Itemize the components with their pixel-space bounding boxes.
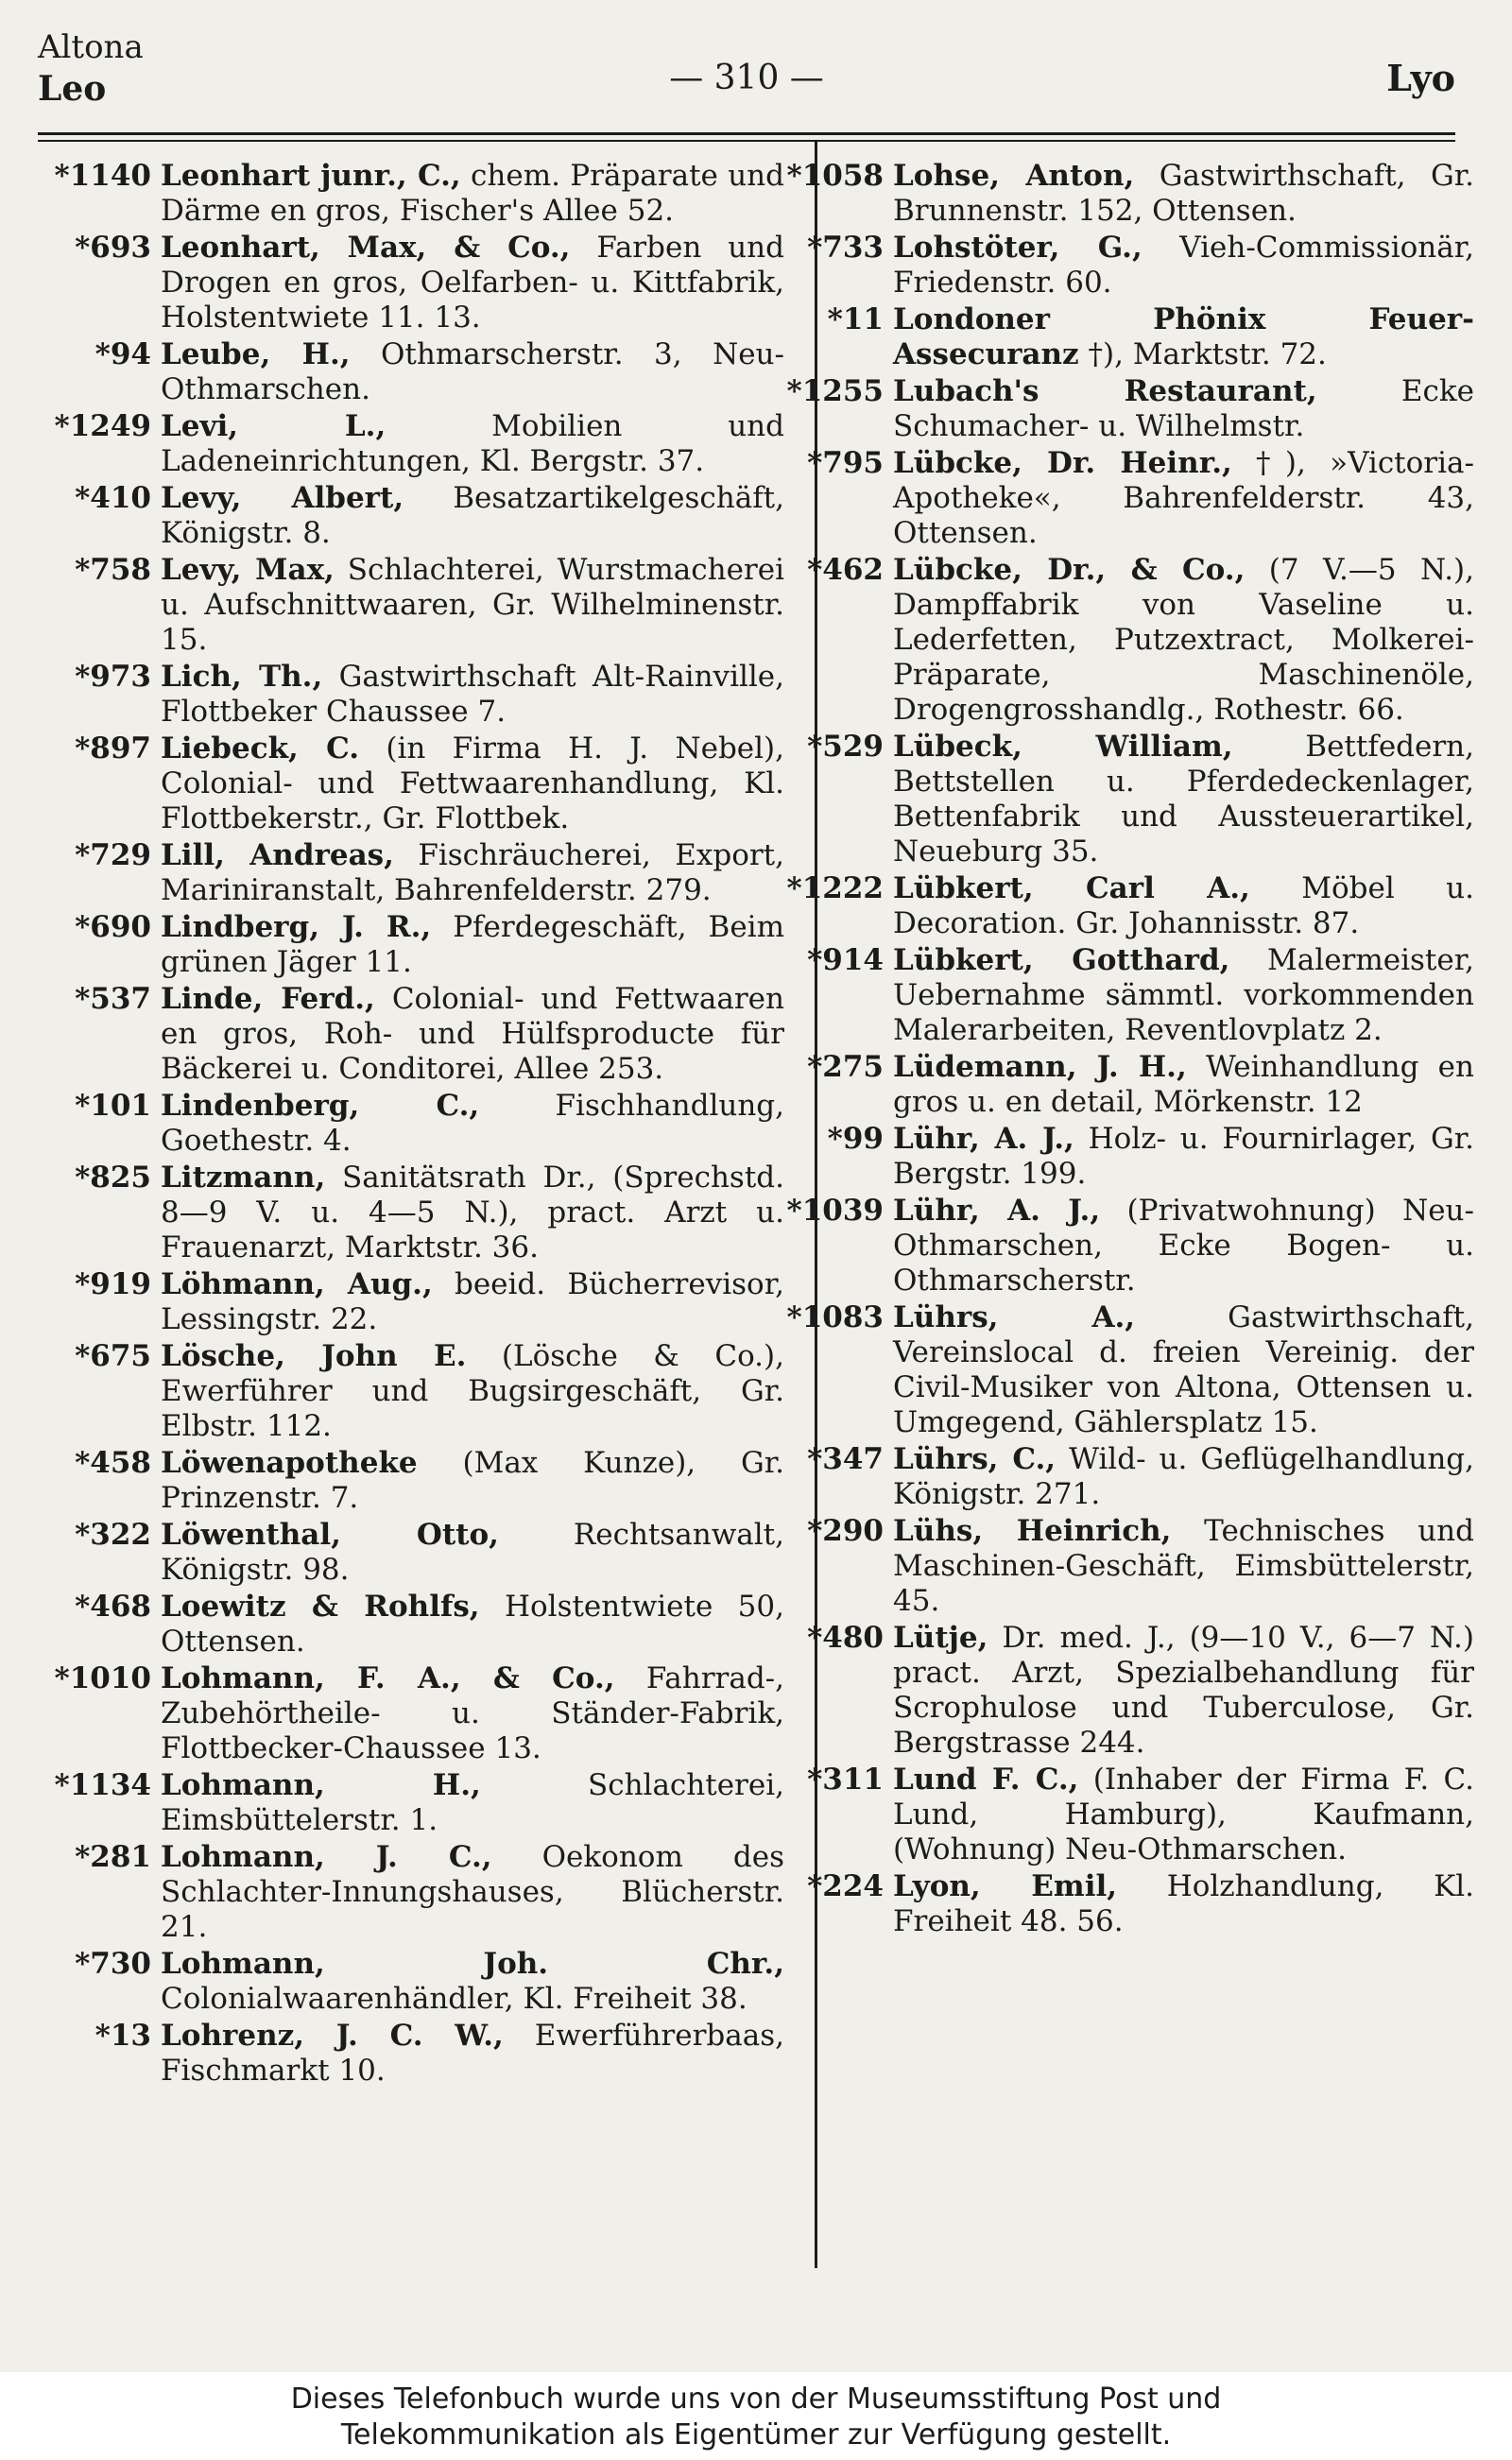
header-last-word: Lyo	[1386, 57, 1455, 99]
entry-name: Lührs, A.,	[893, 1300, 1136, 1334]
entry-details: Möbel u. Decoration. Gr. Johannisstr. 87.	[893, 871, 1474, 940]
entry-name: Lich, Th.,	[161, 660, 323, 694]
entry-phone-number: *275	[807, 1050, 884, 1084]
directory-entry	[38, 2019, 784, 2089]
entry-phone-number: *1134	[54, 1768, 151, 1802]
entry-phone-number: *11	[827, 302, 884, 336]
entry-details: Colonialwaarenhändler, Kl. Freiheit 38.	[161, 1982, 747, 2016]
entry-details: Malermeister, Uebernahme sämmtl. vorkommenden Malerarbeiten, Reventlovplatz 2.	[893, 943, 1474, 1047]
entry-name: Lühs, Heinrich,	[893, 1514, 1172, 1548]
directory-entry	[38, 838, 784, 908]
entry-name: Lübeck, William,	[893, 730, 1233, 764]
entry-name: Lübcke, Dr. Heinr.,	[893, 446, 1232, 480]
directory-entry	[38, 337, 784, 407]
entry-details: Dr. med. J., (9—10 V., 6—7 N.) pract. Arzt, Spezialbehandlung für Scrophulose und Tuberculose, Gr. Bergstrasse 244.	[893, 1621, 1474, 1760]
entry-details: Bettfedern, Bettstellen u. Pferdedeckenlager, Bettenfabrik und Aussteuerartikel, Neueburg 35.	[893, 730, 1474, 869]
entry-phone-number: *897	[75, 731, 151, 766]
entry-phone-number: *13	[94, 2019, 151, 2053]
directory-entry	[770, 159, 1474, 229]
entry-details: (Inhaber der Firma F. C. Lund, Hamburg), Kaufmann, (Wohnung) Neu-Othmarschen.	[893, 1763, 1475, 1867]
entry-name: Lühr, A. J.,	[893, 1194, 1101, 1228]
entry-details: Rechtsanwalt, Königstr. 98.	[161, 1518, 784, 1587]
entry-name: Lübkert, Carl A.,	[893, 871, 1250, 905]
entry-details: Schlachterei, Wurstmacherei u. Aufschnittwaaren, Gr. Wilhelminenstr. 15.	[161, 553, 784, 657]
entry-phone-number: *537	[75, 982, 151, 1016]
entry-name: Lübkert, Gotthard,	[893, 943, 1230, 977]
entry-details: Gastwirthschaft, Gr. Brunnenstr. 152, Ottensen.	[893, 159, 1474, 228]
entry-details: Oekonom des Schlachter-Innungshauses, Blücherstr. 21.	[161, 1840, 785, 1944]
entry-details: (Privatwohnung) Neu-Othmarschen, Ecke Bogen- u. Othmarscherstr.	[893, 1194, 1474, 1298]
entry-details: Holzhandlung, Kl. Freiheit 48. 56.	[893, 1869, 1474, 1938]
directory-entry	[770, 1763, 1474, 1867]
page-header	[38, 26, 1455, 130]
entry-phone-number: *224	[807, 1869, 884, 1903]
entry-phone-number: *730	[75, 1947, 151, 1981]
header-first-word: Leo	[38, 69, 107, 109]
entry-name: Lohse, Anton,	[893, 159, 1135, 193]
header-rule-secondary	[38, 140, 1455, 142]
entry-name: Lüdemann, J. H.,	[893, 1050, 1187, 1084]
directory-entry	[38, 1518, 784, 1588]
entry-name: Lohmann, Joh. Chr.,	[161, 1947, 784, 1981]
directory-entry	[38, 553, 784, 658]
directory-entry	[38, 1840, 784, 1945]
entry-details: Schlachterei, Eimsbüttelerstr. 1.	[161, 1768, 784, 1837]
entry-details: Fischhandlung, Goethestr. 4.	[161, 1089, 784, 1158]
entry-name: Lund F. C.,	[893, 1763, 1079, 1797]
entry-phone-number: *529	[807, 730, 884, 764]
entry-details: (7 V.—5 N.), Dampffabrik von Vaseline u. Lederfetten, Putzextract, Molkerei-Präparate, Maschinenöle, Drogengrosshandlg., Rothestr. 66.	[893, 553, 1474, 727]
right-column	[770, 159, 1474, 1941]
entry-phone-number: *690	[75, 910, 151, 944]
directory-entry	[770, 231, 1474, 301]
entry-name: Lübcke, Dr., & Co.,	[893, 553, 1246, 587]
directory-entry	[770, 1122, 1474, 1192]
entry-name: Löhmann, Aug.,	[161, 1267, 433, 1301]
entry-phone-number: *1010	[54, 1661, 151, 1695]
directory-entry	[770, 1621, 1474, 1761]
entry-phone-number: *1222	[786, 871, 884, 905]
entry-phone-number: *973	[75, 660, 151, 694]
directory-entry	[38, 481, 784, 551]
entry-details: Technisches und Maschinen-Geschäft, Eimsbüttelerstr, 45.	[893, 1514, 1474, 1618]
directory-entry	[770, 943, 1474, 1048]
left-column	[38, 159, 784, 2090]
directory-entry	[38, 731, 784, 836]
entry-phone-number: *1255	[786, 374, 884, 408]
entry-details: Farben und Drogen en gros, Oelfarben- u. Kittfabrik, Holstentwiete 11. 13.	[161, 231, 784, 335]
directory-entry	[38, 1161, 784, 1265]
directory-entry	[770, 1869, 1474, 1939]
entry-details: (Max Kunze), Gr. Prinzenstr. 7.	[161, 1446, 784, 1515]
directory-entry	[770, 1050, 1474, 1120]
entry-phone-number: *795	[807, 446, 884, 480]
entry-name: Lühr, A. J.,	[893, 1122, 1074, 1156]
directory-entry	[38, 1661, 784, 1766]
directory-entry	[38, 1446, 784, 1516]
entry-details: †), Marktstr. 72.	[1078, 337, 1327, 371]
entry-details: Fischräucherei, Export, Mariniranstalt, Bahrenfelderstr. 279.	[161, 838, 784, 907]
entry-phone-number: *733	[807, 231, 884, 265]
entry-phone-number: *1058	[786, 159, 884, 193]
entry-name: Lührs, C.,	[893, 1442, 1057, 1476]
directory-entry	[38, 1089, 784, 1159]
entry-name: Leonhart junr., C.,	[161, 159, 461, 193]
entry-name: Londoner Phönix Feuer-Assecuranz	[893, 302, 1474, 371]
entry-phone-number: *1249	[54, 409, 151, 443]
entry-details: Vieh-Commissionär, Friedenstr. 60.	[893, 231, 1474, 300]
directory-entry	[38, 910, 784, 980]
entry-name: Liebeck, C.	[161, 731, 360, 766]
entry-phone-number: *1039	[786, 1194, 884, 1228]
entry-details: Wild- u. Geflügelhandlung, Königstr. 271.	[893, 1442, 1474, 1511]
entry-name: Leube, H.,	[161, 337, 351, 371]
header-city: Altona	[38, 28, 144, 66]
entry-details: Holz- u. Fournirlager, Gr. Bergstr. 199.	[893, 1122, 1474, 1191]
directory-entry	[38, 1947, 784, 2017]
entry-name: Löwenthal, Otto,	[161, 1518, 499, 1552]
entry-name: Loewitz & Rohlfs,	[161, 1590, 480, 1624]
entry-name: Lohmann, H.,	[161, 1768, 481, 1802]
entry-phone-number: *94	[94, 337, 151, 371]
directory-entry	[770, 1514, 1474, 1619]
entry-phone-number: *758	[75, 553, 151, 587]
directory-entry	[770, 871, 1474, 941]
entry-details: Colonial- und Fettwaaren en gros, Roh- und Hülfsproducte für Bäckerei u. Conditorei, Allee 253.	[161, 982, 784, 1086]
directory-entry	[770, 1300, 1474, 1440]
entry-name: Lindenberg, C.,	[161, 1089, 480, 1123]
directory-entry	[38, 1339, 784, 1444]
entry-phone-number: *825	[75, 1161, 151, 1195]
entry-details: Othmarscherstr. 3, Neu-Othmarschen.	[161, 337, 784, 406]
entry-phone-number: *1140	[54, 159, 151, 193]
entry-phone-number: *347	[807, 1442, 884, 1476]
entry-phone-number: *919	[75, 1267, 151, 1301]
entry-details: Mobilien und Ladeneinrichtungen, Kl. Bergstr. 37.	[161, 409, 784, 478]
entry-name: Litzmann,	[161, 1161, 326, 1195]
directory-entry	[770, 553, 1474, 728]
directory-entry	[38, 409, 784, 479]
entry-name: Levi, L.,	[161, 409, 387, 443]
entry-details: Gastwirthschaft, Vereinslocal d. freien Vereinig. der Civil-Musiker von Altona, Ottensen u. Umgegend, Gählersplatz 15.	[893, 1300, 1474, 1439]
entry-phone-number: *281	[75, 1840, 151, 1874]
entry-name: Lohmann, J. C.,	[161, 1840, 492, 1874]
entry-name: Lohrenz, J. C. W.,	[161, 2019, 504, 2053]
directory-entry	[38, 1267, 784, 1337]
entry-details: Weinhandlung en gros u. en detail, Mörkenstr. 12	[893, 1050, 1474, 1119]
entry-phone-number: *1083	[786, 1300, 884, 1334]
header-rule	[38, 132, 1455, 135]
directory-entry	[38, 660, 784, 730]
directory-entry	[770, 1194, 1474, 1299]
entry-phone-number: *290	[807, 1514, 884, 1548]
directory-entry	[770, 446, 1474, 551]
entry-name: Linde, Ferd.,	[161, 982, 375, 1016]
entry-name: Levy, Max,	[161, 553, 335, 587]
entry-phone-number: *480	[807, 1621, 884, 1655]
directory-entry	[38, 231, 784, 335]
footer-line-2: Telekommunikation als Eigentümer zur Verfügung gestellt.	[340, 2418, 1172, 2451]
directory-entry	[38, 159, 784, 229]
directory-entry	[770, 302, 1474, 372]
entry-phone-number: *462	[807, 553, 884, 587]
directory-entry	[38, 1590, 784, 1660]
entry-details: (Lösche & Co.), Ewerführer und Bugsirgeschäft, Gr. Elbstr. 112.	[161, 1339, 784, 1443]
entry-phone-number: *101	[75, 1089, 151, 1123]
directory-entry	[770, 374, 1474, 444]
entry-phone-number: *99	[827, 1122, 884, 1156]
entry-details: Pferdegeschäft, Beim grünen Jäger 11.	[161, 910, 784, 979]
entry-name: Löwenapotheke	[161, 1446, 418, 1480]
entry-phone-number: *311	[807, 1763, 884, 1797]
footer-notice	[0, 2372, 1512, 2460]
directory-entry	[38, 982, 784, 1087]
entry-phone-number: *410	[75, 481, 151, 515]
entry-name: Leonhart, Max, & Co.,	[161, 231, 571, 265]
entry-details: Ecke Schumacher- u. Wilhelmstr.	[893, 374, 1474, 443]
footer-line-1: Dieses Telefonbuch wurde uns von der Museumsstiftung Post und	[290, 2383, 1222, 2416]
entry-phone-number: *322	[75, 1518, 151, 1552]
entry-name: Lohstöter, G.,	[893, 231, 1143, 265]
entry-details: Holstentwiete 50, Ottensen.	[161, 1590, 784, 1659]
entry-name: Lösche, John E.	[161, 1339, 467, 1373]
entry-name: Lubach's Restaurant,	[893, 374, 1317, 408]
entry-phone-number: *675	[75, 1339, 151, 1373]
entry-details: Sanitätsrath Dr., (Sprechstd. 8—9 V. u. 4—5 N.), pract. Arzt u. Frauenarzt, Marktstr. 36.	[161, 1161, 784, 1264]
entry-name: Lohmann, F. A., & Co.,	[161, 1661, 615, 1695]
directory-entry	[38, 1768, 784, 1838]
entry-details: chem. Präparate und Därme en gros, Fischer's Allee 52.	[161, 159, 784, 228]
entry-name: Lill, Andreas,	[161, 838, 394, 872]
directory-entry	[770, 730, 1474, 869]
directory-entry	[770, 1442, 1474, 1512]
entry-name: Lütje,	[893, 1621, 988, 1655]
entry-phone-number: *914	[807, 943, 884, 977]
entry-details: †), »Victoria-Apotheke«, Bahrenfelderstr. 43, Ottensen.	[893, 446, 1474, 550]
entry-details: Fahrrad-, Zubehörtheile- u. Ständer-Fabrik, Flottbecker-Chaussee 13.	[161, 1661, 785, 1765]
entry-details: Gastwirthschaft Alt-Rainville, Flottbeker Chaussee 7.	[161, 660, 785, 729]
entry-name: Levy, Albert,	[161, 481, 404, 515]
entry-phone-number: *729	[75, 838, 151, 872]
entry-phone-number: *468	[75, 1590, 151, 1624]
entry-details: (in Firma H. J. Nebel), Colonial- und Fettwaarenhandlung, Kl. Flottbekerstr., Gr. Flottbek.	[161, 731, 784, 835]
entry-details: beeid. Bücherrevisor, Lessingstr. 22.	[161, 1267, 784, 1336]
page-number: — 310 —	[669, 59, 824, 97]
entry-name: Lindberg, J. R.,	[161, 910, 432, 944]
entry-phone-number: *458	[75, 1446, 151, 1480]
entry-phone-number: *693	[75, 231, 151, 265]
entry-details: Ewerführerbaas, Fischmarkt 10.	[161, 2019, 784, 2088]
entry-details: Besatzartikelgeschäft, Königstr. 8.	[161, 481, 784, 550]
entry-name: Lyon, Emil,	[893, 1869, 1118, 1903]
